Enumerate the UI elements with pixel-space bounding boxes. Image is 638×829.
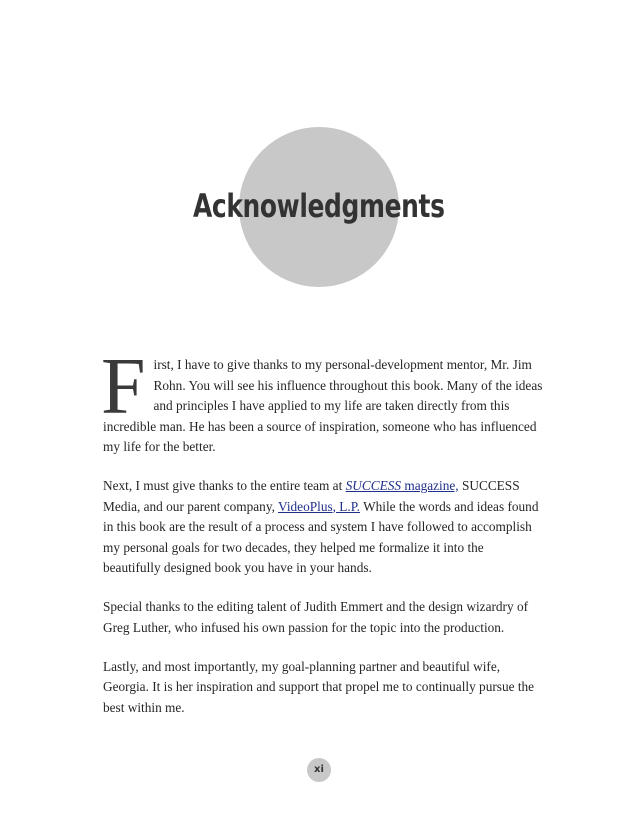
magazine-text: magazine, <box>401 478 459 493</box>
paragraph-2-middle: SUCCESS Media, and our parent company, <box>103 478 520 514</box>
paragraph-2-intro: Next, I must give thanks to the entire team at <box>103 478 346 493</box>
paragraph-editing-thanks: Special thanks to the editing talent of Judith Emmert and the design wizardry of Greg Luther, who infused his own passion for the topic into the production. <box>103 599 529 635</box>
paragraph-success-team <box>103 476 543 579</box>
success-italic-text: SUCCESS <box>345 478 402 493</box>
success-magazine-link[interactable] <box>346 478 459 493</box>
page-title: Acknowledgments <box>193 187 445 225</box>
paragraph-jim-rohn <box>101 343 543 458</box>
paragraph-2-end: While the words and ideas found in this book are the result of a process and system I have followed to accomplish my personal goals for two decades, they helped me formalize it into the beautifully designed book you have in your hands. <box>103 498 539 575</box>
paragraph-1-text: irst, I have to give thanks to my personal-development mentor, Mr. Jim Rohn. You will see his influence throughout this book. Many of the ideas and principles I have applied to my life are taken directly from this incredible man. He has been a source of inspiration, someone who has influenced my life for the better. <box>103 357 543 454</box>
drop-cap: F <box>101 343 146 431</box>
acknowledgments-body <box>101 343 543 737</box>
videoplus-link[interactable]: VideoPlus, L.P. <box>278 498 360 514</box>
paragraph-wife-thanks: Lastly, and most importantly, my goal-planning partner and beautiful wife, Georgia. It is her inspiration and support that propel me to continually pursue the best within me. <box>103 658 535 715</box>
page-number: xi <box>314 764 324 775</box>
